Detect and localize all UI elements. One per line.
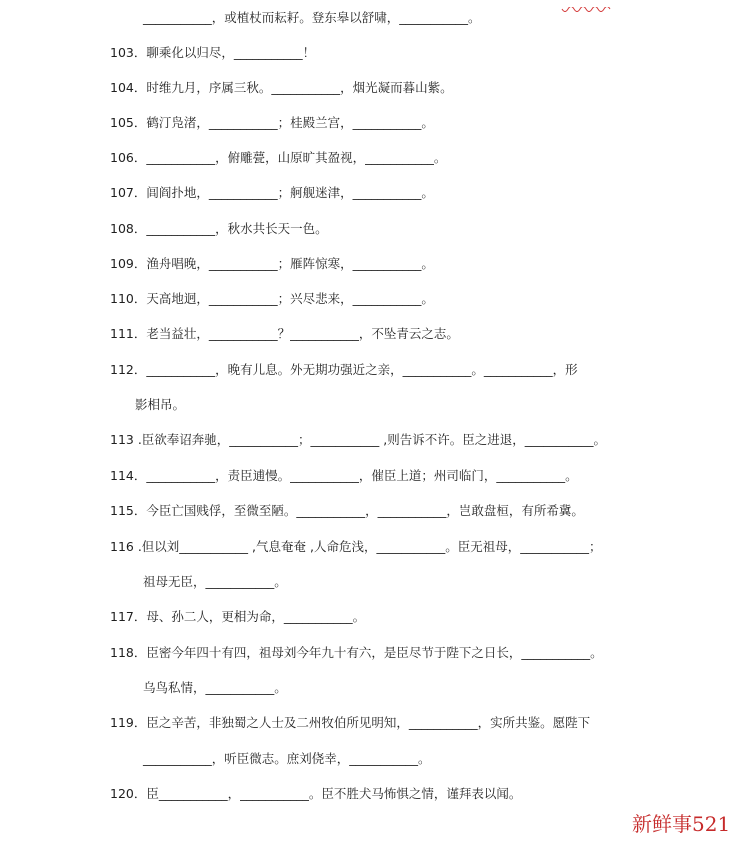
text-line	[0, 570, 750, 594]
line-text: 109．渔舟唱晚，___________；雁阵惊寒，___________。	[110, 256, 434, 271]
text-line	[0, 747, 750, 771]
line-text: 111．老当益壮，___________？___________，不坠青云之志。	[110, 326, 459, 341]
line-text: ___________，或植杖而耘耔。登东皋以舒啸，___________。	[143, 10, 481, 25]
text-line	[0, 428, 750, 452]
line-text: 113 .臣欲奉诏奔驰，___________；___________ ,则告诉不许。臣之进退，___________。	[110, 432, 607, 447]
text-line	[0, 6, 750, 30]
text-line	[0, 676, 750, 700]
text-line	[0, 393, 750, 417]
line-text: 115．今臣亡国贱俘，至微至陋。___________，___________，岂敢盘桓，有所希冀。	[110, 503, 584, 518]
line-text: 110．天高地迥，___________；兴尽悲来，___________。	[110, 291, 434, 306]
text-line	[0, 76, 750, 100]
line-text: 112．___________，晚有儿息。外无期功强近之亲，___________。___________，形	[110, 362, 578, 377]
line-text: 114．___________，责臣逋慢。___________，催臣上道；州司临门，___________。	[110, 468, 578, 483]
line-text: 乌鸟私情，___________。	[143, 680, 287, 695]
line-text: ___________，听臣微志。庶刘侥幸，___________。	[143, 751, 431, 766]
line-text: 107．闾阎扑地，___________；舸舰迷津，___________。	[110, 185, 434, 200]
text-line	[0, 641, 750, 665]
line-text: 105．鹤汀凫渚，___________；桂殿兰宫，___________。	[110, 115, 434, 130]
text-line	[0, 111, 750, 135]
line-text: 119．臣之辛苦，非独蜀之人士及二州牧伯所见明知，___________，实所共鉴。愿陛下	[110, 715, 591, 730]
text-line	[0, 146, 750, 170]
text-line	[0, 217, 750, 241]
text-line	[0, 711, 750, 735]
line-text: 118．臣密今年四十有四，祖母刘今年九十有六，是臣尽节于陛下之日长，___________。	[110, 645, 603, 660]
line-text: 106．___________，俯雕甍，山原旷其盈视，___________。	[110, 150, 447, 165]
text-line	[0, 464, 750, 488]
line-text: 120．臣___________，___________。臣不胜犬马怖惧之情，谨拜表以闻。	[110, 786, 522, 801]
text-line	[0, 535, 750, 559]
text-line	[0, 782, 750, 806]
text-line	[0, 499, 750, 523]
line-text: 103．聊乘化以归尽，___________！	[110, 45, 316, 60]
line-text: 116 .但以刘___________ ,气息奄奄 ,人命危浅，___________。臣无祖母，___________；	[110, 539, 602, 554]
text-line	[0, 41, 750, 65]
line-text: 影相吊。	[135, 397, 186, 412]
text-line	[0, 322, 750, 346]
line-text: 108．___________，秋水共长天一色。	[110, 221, 328, 236]
text-line	[0, 252, 750, 276]
text-line	[0, 605, 750, 629]
text-line	[0, 181, 750, 205]
text-line	[0, 358, 750, 382]
line-text: 104．时维九月，序属三秋。___________，烟光凝而暮山紫。	[110, 80, 453, 95]
text-line	[0, 287, 750, 311]
line-text: 117．母、孙二人，更相为命，___________。	[110, 609, 366, 624]
line-text: 祖母无臣，___________。	[143, 574, 287, 589]
watermark-text: 新鲜事521	[632, 812, 731, 836]
